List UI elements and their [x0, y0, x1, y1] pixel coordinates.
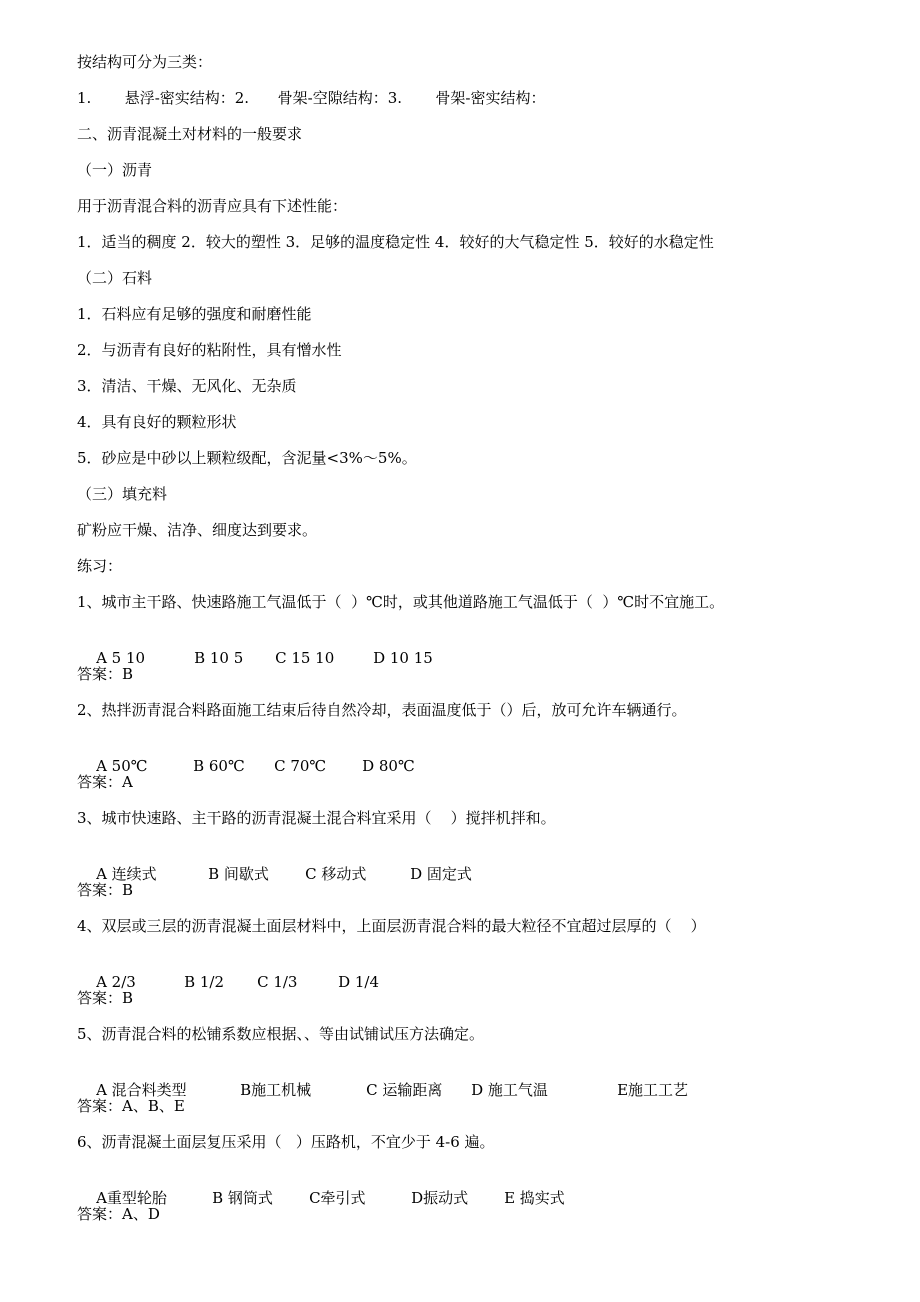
- text-line: 1．石料应有足够的强度和耐磨性能: [77, 305, 312, 323]
- answer-text: 答案：A、D: [77, 1205, 160, 1223]
- question-text: 1、城市主干路、快速路施工气温低于（ ）℃时，或其他道路施工气温低于（ ）℃时不宜施工。: [77, 593, 725, 611]
- option: B 间歇式: [208, 865, 269, 883]
- answer-text: 答案：A: [77, 773, 133, 791]
- subsection-heading: （三）填充料: [77, 485, 168, 503]
- text-line: 按结构可分为三类：: [77, 53, 213, 71]
- option: A重型轮胎: [96, 1189, 167, 1207]
- answer-text: 答案：B: [77, 665, 134, 683]
- text-line: 2．与沥青有良好的粘附性，具有憎水性: [77, 341, 342, 359]
- subsection-heading: （一）沥青: [77, 161, 153, 179]
- option: E施工工艺: [617, 1081, 689, 1099]
- subsection-heading: （二）石料: [77, 269, 153, 287]
- option: B 钢筒式: [212, 1189, 273, 1207]
- option: D 1/4: [338, 973, 380, 991]
- text-line: 3．清洁、干燥、无风化、无杂质: [77, 377, 297, 395]
- option: A 5 10: [96, 649, 146, 667]
- option: A 混合料类型: [96, 1081, 187, 1099]
- question-text: 6、沥青混凝土面层复压采用（ ）压路机，不宜少于 4-6 遍。: [77, 1133, 495, 1151]
- question-text: 3、城市快速路、主干路的沥青混凝土混合料宜采用（ ）搅拌机拌和。: [77, 809, 556, 827]
- option: D 固定式: [410, 865, 472, 883]
- option: C 1/3: [257, 973, 298, 991]
- option: C 运输距离: [366, 1081, 443, 1099]
- option: A 连续式: [96, 865, 157, 883]
- question-options: [77, 844, 472, 904]
- option: C 移动式: [305, 865, 367, 883]
- option: E 捣实式: [504, 1189, 565, 1207]
- option: B 1/2: [184, 973, 225, 991]
- option: D振动式: [411, 1189, 469, 1207]
- option: D 施工气温: [471, 1081, 548, 1099]
- text-line: 1. 悬浮-密实结构：2. 骨架-空隙结构：3. 骨架-密实结构：: [77, 89, 546, 107]
- text-line: 用于沥青混合料的沥青应具有下述性能：: [77, 197, 348, 215]
- text-line: 1．适当的稠度 2．较大的塑性 3．足够的温度稳定性 4．较好的大气稳定性 5．较好的水稳定性: [77, 233, 714, 251]
- text-line: 4．具有良好的颗粒形状: [77, 413, 237, 431]
- question-text: 4、双层或三层的沥青混凝土面层材料中，上面层沥青混合料的最大粒径不宜超过层厚的（ ）: [77, 917, 706, 935]
- answer-text: 答案：B: [77, 989, 134, 1007]
- option: C牵引式: [309, 1189, 366, 1207]
- exercise-heading: 练习：: [77, 557, 123, 575]
- option: B施工机械: [240, 1081, 312, 1099]
- option: C 15 10: [275, 649, 335, 667]
- question-text: 5、沥青混合料的松铺系数应根据、、等由试铺试压方法确定。: [77, 1025, 485, 1043]
- section-heading: 二、沥青混凝土对材料的一般要求: [77, 125, 303, 143]
- text-line: 矿粉应干燥、洁净、细度达到要求。: [77, 521, 318, 539]
- text-line: 5．砂应是中砂以上颗粒级配，含泥量<3%～5%。: [77, 449, 417, 467]
- option: A 2/3: [96, 973, 136, 991]
- option: B 10 5: [194, 649, 244, 667]
- option: A 50℃: [96, 757, 148, 775]
- option: C 70℃: [274, 757, 327, 775]
- option: D 80℃: [362, 757, 415, 775]
- answer-text: 答案：B: [77, 881, 134, 899]
- option: D 10 15: [373, 649, 433, 667]
- answer-text: 答案：A、B、E: [77, 1097, 185, 1115]
- question-text: 2、热拌沥青混合料路面施工结束后待自然冷却，表面温度低于（）后，放可允许车辆通行。: [77, 701, 687, 719]
- option: B 60℃: [193, 757, 245, 775]
